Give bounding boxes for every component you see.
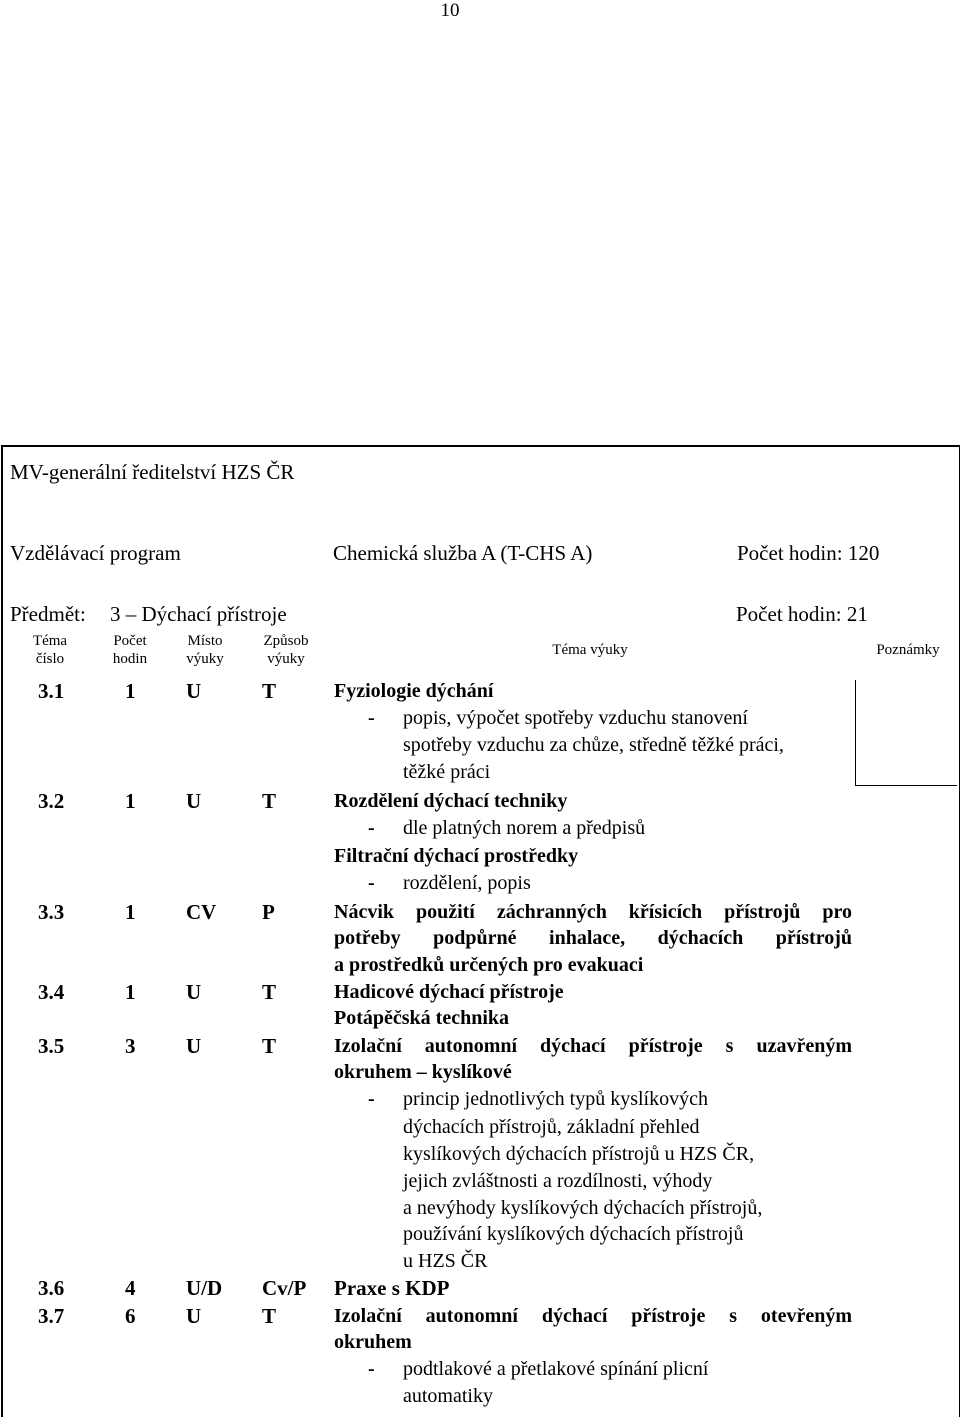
- row-3-7-hours: 6: [125, 1304, 136, 1328]
- row-3-7-item: automatiky: [403, 1385, 493, 1407]
- row-3-5-number: 3.5: [38, 1034, 65, 1058]
- bullet-dash: -: [368, 707, 375, 729]
- row-3-7-topic: okruhem: [334, 1331, 412, 1353]
- bullet-dash: -: [368, 872, 375, 894]
- row-3-6-number: 3.6: [38, 1276, 65, 1300]
- column-header-poznamky: Poznámky: [876, 642, 940, 658]
- row-3-2-hours: 1: [125, 789, 136, 813]
- row-3-6-hours: 4: [125, 1276, 136, 1300]
- row-3-3-number: 3.3: [38, 900, 65, 924]
- row-3-4-hours: 1: [125, 980, 136, 1004]
- row-3-5-method: T: [262, 1034, 277, 1058]
- row-3-5-hours: 3: [125, 1034, 136, 1058]
- program-hours: Počet hodin: 120: [737, 541, 880, 565]
- row-3-1-hours: 1: [125, 679, 136, 703]
- program-label: Vzdělávací program: [10, 541, 181, 565]
- subject-hours: Počet hodin: 21: [736, 602, 868, 626]
- row-3-7-number: 3.7: [38, 1304, 65, 1328]
- row-3-1-number: 3.1: [38, 679, 65, 703]
- row-3-5-topic: Izolační autonomní dýchací přístroje s uzavřeným: [334, 1035, 852, 1057]
- row-3-5-item: a nevýhody kyslíkových dýchacích přístrojů,: [403, 1197, 763, 1219]
- row-3-7-method: T: [262, 1304, 277, 1328]
- row-3-5-item: kyslíkových dýchacích přístrojů u HZS ČR,: [403, 1143, 755, 1165]
- column-header-misto-vyuky: Místo výuky: [186, 633, 224, 667]
- remarks-cell-border: [855, 680, 856, 786]
- column-header-tema-vyuky: Téma výuky: [552, 642, 628, 658]
- row-3-2-number: 3.2: [38, 789, 65, 813]
- row-3-4-method: T: [262, 980, 277, 1004]
- row-3-5-item: dýchacích přístrojů, základní přehled: [403, 1116, 700, 1138]
- row-3-7-topic: Izolační autonomní dýchací přístroje s otevřeným: [334, 1305, 852, 1327]
- subject-label: Předmět:: [10, 602, 86, 626]
- row-3-5-item: jejich zvláštnosti a rozdílnosti, výhody: [403, 1170, 713, 1192]
- bullet-dash: -: [368, 817, 375, 839]
- row-3-6-place: U/D: [186, 1276, 223, 1300]
- row-3-3-place: CV: [186, 900, 217, 924]
- page-number: 10: [440, 0, 460, 21]
- row-3-4-number: 3.4: [38, 980, 65, 1004]
- row-3-5-place: U: [186, 1034, 202, 1058]
- column-header-pocet-hodin: Počet hodin: [112, 633, 148, 667]
- row-3-1-place: U: [186, 679, 202, 703]
- row-3-5-item: princip jednotlivých typů kyslíkových: [403, 1088, 708, 1110]
- organization-title: MV-generální ředitelství HZS ČR: [10, 460, 295, 484]
- row-3-2-place: U: [186, 789, 202, 813]
- column-header-zpusob-vyuky: Způsob výuky: [263, 633, 309, 667]
- row-3-7-place: U: [186, 1304, 202, 1328]
- row-3-4-topic: Potápěčská technika: [334, 1007, 509, 1029]
- row-3-5-item: používání kyslíkových dýchacích přístrojů: [403, 1223, 744, 1245]
- remarks-cell-bottom-border: [855, 785, 957, 786]
- row-3-2-topic: Rozdělení dýchací techniky: [334, 790, 568, 812]
- row-3-1-item: těžké práci: [403, 761, 491, 783]
- row-3-5-item: u HZS ČR: [403, 1250, 488, 1272]
- row-3-3-topic: a prostředků určených pro evakuaci: [334, 954, 644, 976]
- row-3-2-method: T: [262, 789, 277, 813]
- column-header-tema-cislo: Téma číslo: [32, 633, 68, 667]
- row-3-3-method: P: [262, 900, 275, 924]
- row-3-2-item: rozdělení, popis: [403, 872, 531, 894]
- row-3-3-topic: Nácvik použití záchranných křísicích přístrojů pro: [334, 901, 852, 923]
- row-3-3-topic: potřeby podpůrné inhalace, dýchacích přístrojů: [334, 927, 852, 949]
- row-3-1-item: popis, výpočet spotřeby vzduchu stanovení: [403, 707, 748, 729]
- row-3-6-method: Cv/P: [262, 1276, 307, 1300]
- row-3-4-place: U: [186, 980, 202, 1004]
- row-3-4-topic: Hadicové dýchací přístroje: [334, 981, 564, 1003]
- row-3-1-method: T: [262, 679, 277, 703]
- row-3-1-topic: Fyziologie dýchání: [334, 680, 494, 702]
- row-3-2-item: dle platných norem a předpisů: [403, 817, 646, 839]
- bullet-dash: -: [368, 1088, 375, 1110]
- row-3-7-item: podtlakové a přetlakové spínání plicní: [403, 1358, 709, 1380]
- row-3-5-topic: okruhem – kyslíkové: [334, 1061, 512, 1083]
- program-name: Chemická služba A (T-CHS A): [333, 541, 593, 565]
- row-3-2-subtopic: Filtrační dýchací prostředky: [334, 845, 579, 867]
- subject-name: 3 – Dýchací přístroje: [110, 602, 287, 626]
- bullet-dash: -: [368, 1358, 375, 1380]
- row-3-1-item: spotřeby vzduchu za chůze, středně těžké práci,: [403, 734, 784, 756]
- row-3-6-topic: Praxe s KDP: [334, 1276, 450, 1300]
- row-3-3-hours: 1: [125, 900, 136, 924]
